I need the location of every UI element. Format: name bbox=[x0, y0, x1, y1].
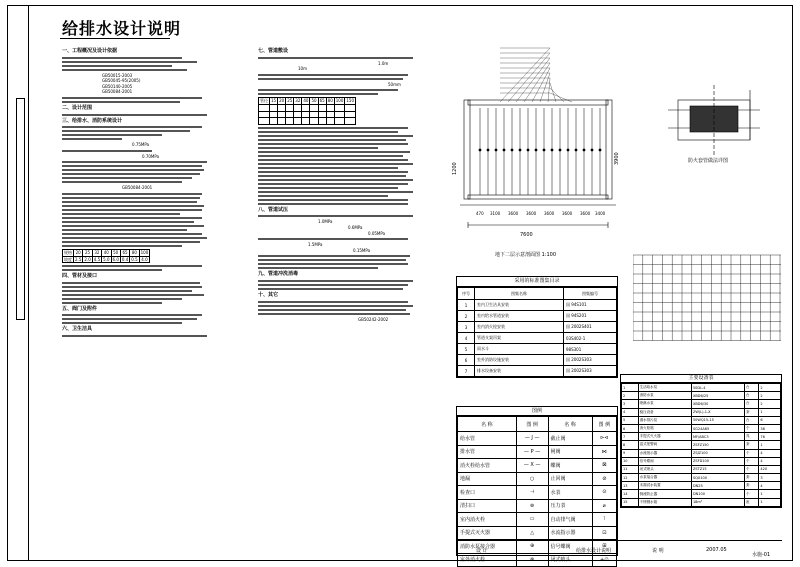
equipment-row bbox=[622, 392, 781, 400]
equipment-row bbox=[622, 482, 781, 490]
legend-name: 信号蝶阀 bbox=[548, 540, 592, 554]
legend-symbol: — J — bbox=[516, 432, 548, 446]
tb-sheet: 水施-01 bbox=[752, 552, 771, 558]
legend-symbol: ⋈ bbox=[592, 445, 616, 459]
legend-name: 水表 bbox=[548, 486, 592, 500]
legend-symbol: — P — bbox=[516, 445, 548, 459]
atlas-cell: 1 bbox=[458, 300, 475, 311]
slope-cell: 坡度 bbox=[64, 256, 72, 262]
atlas-col: 图集名称 bbox=[475, 288, 564, 300]
equipment-cell: 1 bbox=[759, 441, 781, 449]
equipment-cell: 不锈钢水箱 bbox=[638, 498, 691, 506]
equipment-cell: 个 bbox=[744, 490, 758, 498]
legend-name: 压力表 bbox=[548, 499, 592, 513]
section-caption: 地下二层示意剖面图 1:100 bbox=[495, 252, 556, 258]
atlas-cell: 3 bbox=[458, 322, 475, 333]
standard-atlas-table bbox=[456, 276, 618, 378]
atlas-cell: 5 bbox=[458, 344, 475, 355]
legend-symbol: ○ bbox=[516, 472, 548, 486]
legend-header: 图例 bbox=[457, 407, 617, 416]
legend-name: 水流指示器 bbox=[548, 526, 592, 540]
legend-col: 图 例 bbox=[516, 417, 548, 432]
spacing-header: 150 bbox=[346, 98, 355, 104]
atlas-row bbox=[458, 366, 617, 377]
legend-row bbox=[458, 459, 617, 473]
equipment-row bbox=[622, 424, 781, 432]
equipment-cell: XBD6/30 bbox=[691, 400, 744, 408]
binding-line bbox=[28, 5, 29, 561]
legend-row bbox=[458, 472, 617, 486]
equipment-cell: 4 bbox=[622, 408, 639, 416]
dim-span: 3600 bbox=[562, 211, 573, 216]
equipment-table bbox=[620, 374, 782, 508]
legend-symbol: △ bbox=[516, 526, 548, 540]
spacing-header: 40 bbox=[303, 98, 309, 104]
atlas-cell: 室内卫生洁具安装 bbox=[475, 300, 564, 311]
value-text: 1.5MPa bbox=[308, 242, 323, 248]
equipment-cell: 1 bbox=[622, 384, 639, 392]
dim-span: 3400 bbox=[595, 211, 606, 216]
equipment-cell: 个 bbox=[744, 457, 758, 465]
value-text: 0.70MPa bbox=[142, 153, 160, 159]
equipment-cell: 套 bbox=[744, 408, 758, 416]
slope-cell: 2.5 bbox=[75, 256, 82, 262]
equipment-cell: 手提式灭火器 bbox=[638, 433, 691, 441]
atlas-cell: 国 2002S303 bbox=[564, 355, 617, 366]
tb-date: 2007.05 bbox=[706, 547, 727, 553]
pipe-fitting bbox=[495, 149, 497, 151]
dim-span: 3600 bbox=[580, 211, 591, 216]
equipment-cell: 10 bbox=[622, 457, 639, 465]
slope-header: 65 bbox=[120, 249, 129, 256]
equipment-cell: 潜水排污泵 bbox=[638, 416, 691, 424]
spacing-header: 管径 bbox=[260, 98, 268, 104]
tb-label: 说 明 bbox=[652, 548, 664, 554]
legend-row bbox=[458, 432, 617, 446]
atlas-row bbox=[458, 322, 617, 333]
equipment-cell: 7 bbox=[622, 433, 639, 441]
legend-symbol: ⊞ bbox=[592, 540, 616, 554]
equipment-cell: SG24A65 bbox=[691, 424, 744, 432]
legend-symbol: ⊡ bbox=[592, 526, 616, 540]
atlas-cell: 4 bbox=[458, 333, 475, 344]
atlas-cell: 排水设备安装 bbox=[475, 366, 564, 377]
equipment-cell: 6 bbox=[759, 416, 781, 424]
equipment-row bbox=[622, 457, 781, 465]
hanger-spacing-table bbox=[258, 97, 356, 124]
slope-header: 32 bbox=[92, 249, 101, 256]
legend-name: 自动排气阀 bbox=[548, 513, 592, 527]
equipment-cell: 套 bbox=[744, 482, 758, 490]
page-title: 给排水设计说明 bbox=[62, 19, 182, 38]
legend-symbol: ⊺ bbox=[592, 513, 616, 527]
equipment-cell: 76 bbox=[759, 433, 781, 441]
pipe-callouts bbox=[500, 48, 572, 102]
atlas-cell: 室外消防设施安装 bbox=[475, 355, 564, 366]
value-text: GB50084-2001 bbox=[122, 185, 153, 191]
equipment-cell: 4 bbox=[759, 482, 781, 490]
notes-column-1 bbox=[62, 46, 212, 339]
equipment-cell: 湿式报警阀 bbox=[638, 441, 691, 449]
atlas-cell: 国 2002S401 bbox=[564, 322, 617, 333]
atlas-header: 采用的标准图集目录 bbox=[457, 277, 617, 287]
equipment-cell: 2 bbox=[759, 384, 781, 392]
pipe-fitting bbox=[535, 149, 537, 151]
legend-name: 蝶阀 bbox=[548, 459, 592, 473]
pipe-fitting bbox=[543, 149, 545, 151]
callout-leader bbox=[516, 58, 550, 102]
callout-leader bbox=[524, 63, 550, 102]
spacing-header: 32 bbox=[295, 98, 301, 104]
section-heading: 九、管道冲洗消毒 bbox=[258, 271, 299, 278]
pipe-risers bbox=[479, 108, 601, 195]
legend-symbol: ⊠ bbox=[592, 459, 616, 473]
slope-cell: 5.0 bbox=[103, 256, 110, 262]
value-text: GB50242-2002 bbox=[358, 316, 389, 322]
slope-cell: 0.5 bbox=[131, 256, 138, 262]
slope-header: 20 bbox=[74, 249, 83, 256]
legend-name: 地漏 bbox=[458, 472, 517, 486]
legend-symbol: ⊳⊲ bbox=[592, 432, 616, 446]
atlas-cell: 98S301 bbox=[564, 344, 617, 355]
section-heading: 六、卫生洁具 bbox=[62, 326, 93, 333]
equipment-cell: 套 bbox=[744, 441, 758, 449]
atlas-row bbox=[458, 355, 617, 366]
slope-cell: 0.4 bbox=[121, 256, 129, 262]
atlas-col: 图集编号 bbox=[564, 288, 617, 300]
legend-row bbox=[458, 513, 617, 527]
pipe-fitting bbox=[551, 149, 553, 151]
equipment-cell: 13 bbox=[622, 482, 639, 490]
legend-name: 给水管 bbox=[458, 432, 517, 446]
legend-symbol: +∅ bbox=[592, 553, 616, 567]
equipment-row bbox=[622, 490, 781, 498]
dim-span: 3600 bbox=[508, 211, 519, 216]
dim-height: 3900 bbox=[614, 152, 620, 165]
equipment-cell: XBD6/25 bbox=[691, 392, 744, 400]
value-text: 1.0MPa bbox=[318, 219, 333, 225]
equipment-cell: 4 bbox=[759, 457, 781, 465]
legend-symbol: ⊘ bbox=[592, 472, 616, 486]
dim-span: 3100 bbox=[490, 211, 501, 216]
legend-symbol: ⌀ bbox=[592, 499, 616, 513]
slope-header: 50 bbox=[111, 249, 120, 256]
value-text: 0.15MPa bbox=[353, 247, 371, 253]
section-heading: 四、管材及接口 bbox=[62, 273, 98, 280]
equipment-cell: 2 bbox=[622, 392, 639, 400]
equipment-cell: ZW(L)-1-X bbox=[691, 408, 744, 416]
legend-name: 排水管 bbox=[458, 445, 517, 459]
equipment-cell: 生活给水泵 bbox=[638, 384, 691, 392]
section-heading: 七、管道敷设 bbox=[258, 48, 289, 54]
equipment-cell: 消火栓箱 bbox=[638, 424, 691, 432]
atlas-cell: 2 bbox=[458, 311, 475, 322]
atlas-cell: 室内给水管道安装 bbox=[475, 311, 564, 322]
title-block bbox=[456, 540, 782, 561]
equipment-cell: SQX100 bbox=[691, 474, 744, 482]
spacing-header: 100 bbox=[335, 98, 344, 104]
equipment-row bbox=[622, 498, 781, 506]
spec-grid bbox=[633, 253, 783, 343]
equipment-row bbox=[622, 408, 781, 416]
value-text: 0.05MPa bbox=[368, 230, 386, 236]
atlas-cell: 雨水斗 bbox=[475, 344, 564, 355]
callout-leader bbox=[550, 83, 556, 102]
legend-symbol: ⊙ bbox=[592, 486, 616, 500]
slope-header: 规格 bbox=[64, 249, 72, 255]
legend-name: 截止阀 bbox=[548, 432, 592, 446]
legend-col: 名 称 bbox=[458, 417, 517, 432]
equipment-cell: ZSJZ100 bbox=[691, 449, 744, 457]
spacing-header: 20 bbox=[279, 98, 285, 104]
atlas-cell: 国 94S101 bbox=[564, 300, 617, 311]
atlas-grid bbox=[457, 287, 617, 377]
equipment-cell: 2 bbox=[759, 400, 781, 408]
legend-symbol: ⊕ bbox=[516, 540, 548, 554]
atlas-cell: 6 bbox=[458, 355, 475, 366]
equipment-cell: DN25 bbox=[691, 482, 744, 490]
spacing-header: 50 bbox=[311, 98, 317, 104]
legend-name: 消防水泵接合器 bbox=[458, 540, 517, 554]
pipe-fitting bbox=[519, 149, 521, 151]
equipment-row bbox=[622, 449, 781, 457]
equipment-cell: 台 bbox=[744, 392, 758, 400]
equipment-cell: 6 bbox=[622, 424, 639, 432]
equipment-cell: 具 bbox=[744, 433, 758, 441]
equipment-cell: 水泵接合器 bbox=[638, 474, 691, 482]
section-heading: 三、给排水、消防系统设计 bbox=[62, 117, 123, 124]
equipment-cell: 5 bbox=[622, 416, 639, 424]
sleeve-detail-drawing bbox=[660, 80, 770, 170]
legend-name: 止回阀 bbox=[548, 472, 592, 486]
legend-row bbox=[458, 445, 617, 459]
section-heading: 十、其它 bbox=[258, 291, 279, 298]
spec-grid-lines bbox=[633, 253, 783, 343]
pipe-fitting bbox=[575, 149, 577, 151]
spacing-header: 15 bbox=[271, 98, 277, 104]
equipment-row bbox=[622, 416, 781, 424]
equipment-row bbox=[622, 433, 781, 441]
equipment-row bbox=[622, 465, 781, 473]
equipment-row bbox=[622, 441, 781, 449]
legend-table bbox=[456, 406, 618, 564]
equipment-cell: 11 bbox=[622, 465, 639, 473]
legend-name: 闭式喷头 bbox=[548, 553, 592, 567]
spacing-header: 25 bbox=[287, 98, 293, 104]
equipment-cell: 倒流防止器 bbox=[638, 490, 691, 498]
atlas-row bbox=[458, 300, 617, 311]
pipe-fitting bbox=[583, 149, 585, 151]
basement-section-drawing bbox=[440, 40, 625, 270]
legend-symbol: ⊣ bbox=[516, 486, 548, 500]
equipment-cell: 1 bbox=[759, 408, 781, 416]
title-underline bbox=[60, 38, 170, 39]
atlas-cell: 03S402-1 bbox=[564, 333, 617, 344]
pipe-fitting bbox=[559, 149, 561, 151]
dim-span: 470 bbox=[476, 211, 484, 216]
pipe-fitting bbox=[511, 149, 513, 151]
legend-col: 图 例 bbox=[592, 417, 616, 432]
code-ref: GB50140-2005 bbox=[102, 83, 133, 89]
atlas-row bbox=[458, 311, 617, 322]
equipment-cell: 15 bbox=[622, 498, 639, 506]
code-ref: GB50045-95(2005) bbox=[102, 78, 141, 84]
section-heading: 二、设计范围 bbox=[62, 104, 93, 111]
legend-name: 清扫口 bbox=[458, 499, 517, 513]
slope-cell: 4.5 bbox=[93, 256, 101, 262]
dim-span: 3600 bbox=[544, 211, 555, 216]
section-heading: 五、阀门及附件 bbox=[62, 305, 98, 312]
equipment-cell: ZSTZ15 bbox=[691, 465, 744, 473]
equipment-cell: 14 bbox=[622, 490, 639, 498]
equipment-cell: 台 bbox=[744, 400, 758, 408]
legend-col: 名 称 bbox=[548, 417, 592, 432]
equipment-cell: 个 bbox=[744, 424, 758, 432]
legend-name: 消火栓给水管 bbox=[458, 459, 517, 473]
slope-cell: 6.0 bbox=[112, 256, 119, 262]
equipment-header: 主要设备表 bbox=[621, 375, 781, 383]
tb-designer: 设 计 bbox=[476, 548, 488, 554]
legend-name: 室外消火栓 bbox=[458, 553, 517, 567]
equipment-cell: 信号蝶阀 bbox=[638, 457, 691, 465]
equipment-cell: 台 bbox=[744, 384, 758, 392]
equipment-cell: 38 bbox=[759, 424, 781, 432]
slope-cell: 4.0 bbox=[139, 256, 150, 263]
equipment-cell: MF/ABC3 bbox=[691, 433, 744, 441]
spacing-header: 80 bbox=[327, 98, 333, 104]
legend-row bbox=[458, 526, 617, 540]
pipe-fitting bbox=[567, 149, 569, 151]
equipment-cell: 水流指示器 bbox=[638, 449, 691, 457]
equipment-cell: 喷淋水泵 bbox=[638, 400, 691, 408]
detail-caption: 防火套管做法详图 bbox=[688, 158, 729, 164]
legend-name: 手提式灭火器 bbox=[458, 526, 517, 540]
code-ref: GB50015-2003 bbox=[102, 72, 133, 78]
pipe-fitting bbox=[591, 149, 593, 151]
section-heading: 一、工程概况及设计依据 bbox=[62, 48, 118, 54]
equipment-cell: 12 bbox=[622, 474, 639, 482]
slope-header: 80 bbox=[130, 249, 139, 256]
pipe-fitting bbox=[487, 149, 489, 151]
atlas-cell: 7 bbox=[458, 366, 475, 377]
atlas-row bbox=[458, 333, 617, 344]
callout-leader bbox=[548, 78, 550, 102]
atlas-cell: 室内消火栓安装 bbox=[475, 322, 564, 333]
legend-symbol: — X — bbox=[516, 459, 548, 473]
legend-symbol: ⊗ bbox=[516, 553, 548, 567]
value-text: 10m bbox=[298, 66, 307, 72]
equipment-cell: 个 bbox=[744, 449, 758, 457]
dim-total: 7600 bbox=[520, 232, 533, 238]
slope-table bbox=[62, 249, 150, 263]
atlas-cell: 国 94S201 bbox=[564, 311, 617, 322]
value-text: 0.75MPa bbox=[132, 142, 150, 148]
equipment-cell: ZSFZ150 bbox=[691, 441, 744, 449]
equipment-cell: 4 bbox=[759, 449, 781, 457]
value-text: 1.0m bbox=[378, 60, 389, 66]
equipment-cell: ZSFD100 bbox=[691, 457, 744, 465]
slope-header: 25 bbox=[83, 249, 92, 256]
binding-margin-box bbox=[16, 98, 25, 320]
equipment-cell: 9 bbox=[622, 449, 639, 457]
slope-header: 40 bbox=[102, 249, 111, 256]
value-text: 50mm bbox=[388, 81, 401, 87]
pipe-fitting bbox=[503, 149, 505, 151]
legend-name: 室内消火栓 bbox=[458, 513, 517, 527]
section-heading: 八、管道试压 bbox=[258, 206, 289, 213]
equipment-cell: 座 bbox=[744, 498, 758, 506]
equipment-cell: 8 bbox=[622, 441, 639, 449]
value-text: 0.6MPa bbox=[348, 224, 363, 230]
equipment-cell: 2 bbox=[759, 392, 781, 400]
slope-cell: 2.0 bbox=[84, 256, 91, 262]
equipment-cell: 50WQ15-15 bbox=[691, 416, 744, 424]
equipment-cell: 420 bbox=[759, 465, 781, 473]
dim-span: 3600 bbox=[526, 211, 537, 216]
legend-row bbox=[458, 486, 617, 500]
atlas-cell: 国 2002S303 bbox=[564, 366, 617, 377]
legend-symbol: ▭ bbox=[516, 513, 548, 527]
equipment-cell: 末端试水装置 bbox=[638, 482, 691, 490]
equipment-row bbox=[622, 384, 781, 392]
equipment-grid bbox=[621, 383, 781, 507]
spacing-header: 65 bbox=[319, 98, 325, 104]
equipment-cell: 50DL-4 bbox=[691, 384, 744, 392]
equipment-cell: 18m³ bbox=[691, 498, 744, 506]
equipment-row bbox=[622, 400, 781, 408]
equipment-cell: DN100 bbox=[691, 490, 744, 498]
legend-name: 检查口 bbox=[458, 486, 517, 500]
legend-row bbox=[458, 499, 617, 513]
code-ref: GB50084-2001 bbox=[102, 89, 133, 95]
equipment-cell: 3 bbox=[622, 400, 639, 408]
pipe-fitting bbox=[599, 149, 601, 151]
atlas-cell: 管道支架吊架 bbox=[475, 333, 564, 344]
callout-leader bbox=[500, 48, 550, 102]
legend-name: 闸阀 bbox=[548, 445, 592, 459]
equipment-row bbox=[622, 474, 781, 482]
equipment-cell: 台 bbox=[744, 416, 758, 424]
tb-drawing-name: 给排水设计说明 bbox=[576, 548, 612, 554]
equipment-cell: 个 bbox=[744, 465, 758, 473]
equipment-cell: 3 bbox=[759, 474, 781, 482]
equipment-cell: 闭式喷头 bbox=[638, 465, 691, 473]
equipment-cell: 套 bbox=[744, 474, 758, 482]
equipment-cell: 稳压设备 bbox=[638, 408, 691, 416]
notes-column-2 bbox=[258, 46, 423, 322]
pipe-fitting bbox=[479, 149, 481, 151]
atlas-row bbox=[458, 344, 617, 355]
slope-header: 100 bbox=[140, 249, 149, 255]
equipment-cell: 1 bbox=[759, 498, 781, 506]
dim-left: 1200 bbox=[452, 162, 458, 175]
legend-symbol: ⊚ bbox=[516, 499, 548, 513]
equipment-cell: 1 bbox=[759, 490, 781, 498]
callout-leader bbox=[550, 93, 572, 102]
pipe-fitting bbox=[527, 149, 529, 151]
atlas-col: 序号 bbox=[458, 288, 475, 300]
equipment-cell: 消防水泵 bbox=[638, 392, 691, 400]
